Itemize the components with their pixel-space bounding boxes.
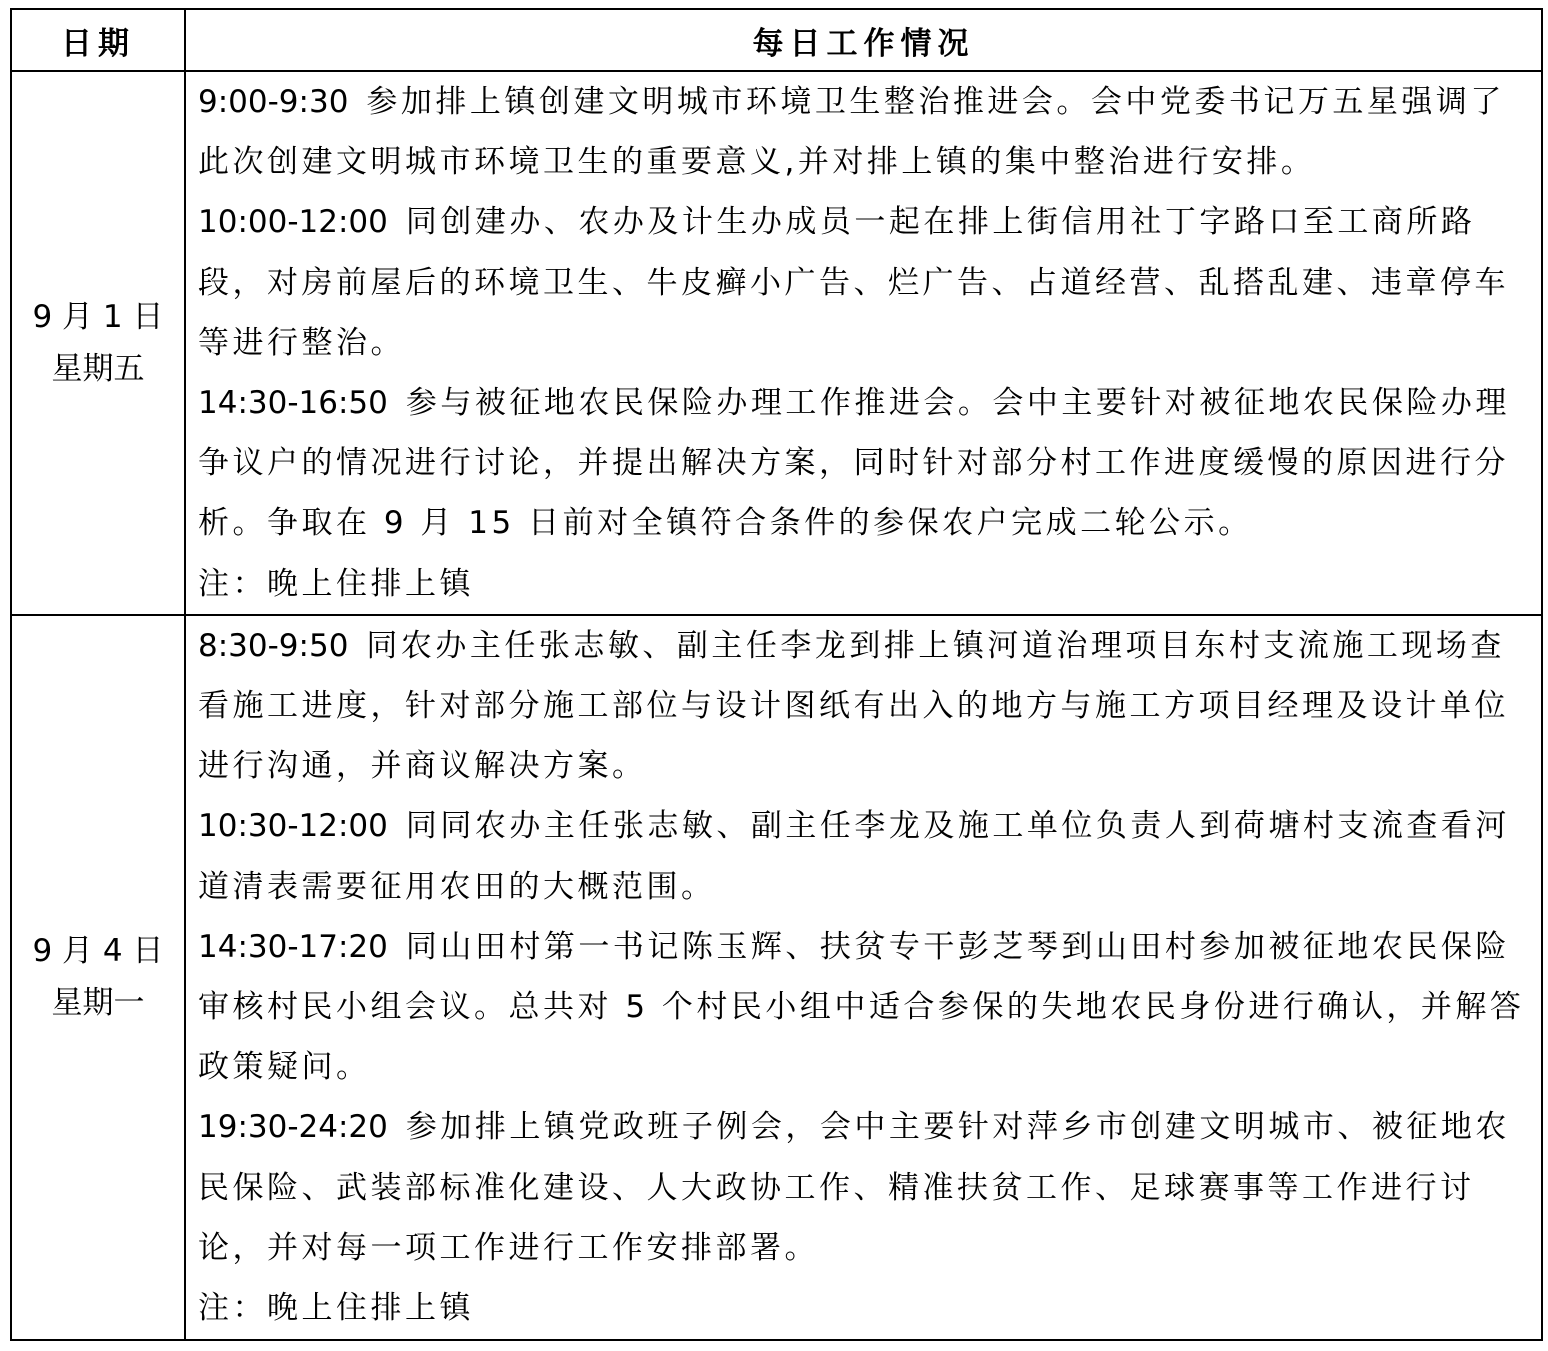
entry-time: 19:30-24:20	[198, 1109, 388, 1146]
entry-text: 参加排上镇党政班子例会，会中主要针对萍乡市创建文明城市、被征地农民保险、武装部标准化建设、人大政协工作、精准扶贫工作、足球赛事等工作进行讨论，并对每一项工作进行工作安排部署。	[198, 1109, 1510, 1266]
entry-text: 参与被征地农民保险办理工作推进会。会中主要针对被征地农民保险办理争议户的情况进行讨论，并提出解决方案，同时针对部分村工作进度缓慢的原因进行分析。争取在 9 月 15 日前对全镇符合条件的参保农户完成二轮公示。	[198, 385, 1510, 542]
weekday-text: 星期五	[51, 350, 145, 387]
entry-time: 8:30-9:50	[198, 627, 349, 664]
note-entry	[198, 1278, 1535, 1338]
entry-time: 14:30-16:50	[198, 385, 388, 422]
entry-time: 10:00-12:00	[198, 204, 388, 241]
entries-cell	[185, 71, 1542, 615]
date-text: 9 月 1 日	[32, 298, 164, 335]
log-entry	[198, 917, 1535, 1098]
entry-text: 注：晚上住排上镇	[198, 565, 474, 602]
table-row	[11, 615, 1542, 1340]
entries-cell	[185, 615, 1542, 1340]
entry-time: 14:30-17:20	[198, 928, 388, 965]
date-column-header: 日期	[11, 9, 185, 71]
log-entry	[198, 192, 1535, 373]
log-entry	[198, 373, 1535, 554]
entry-time: 10:30-12:00	[198, 808, 388, 845]
date-cell	[11, 615, 185, 1340]
entry-text: 同创建办、农办及计生办成员一起在排上街信用社丁字路口至工商所路段，对房前屋后的环境卫生、牛皮癣小广告、烂广告、占道经营、乱搭乱建、违章停车等进行整治。	[198, 204, 1509, 361]
log-entry	[198, 72, 1535, 192]
log-entry	[198, 1097, 1535, 1278]
entry-text: 注：晚上住排上镇	[198, 1290, 474, 1327]
date-text: 9 月 4 日	[32, 933, 164, 970]
entry-text: 同山田村第一书记陈玉辉、扶贫专干彭芝琴到山田村参加被征地农民保险审核村民小组会议。总共对 5 个村民小组中适合参保的失地农民身份进行确认，并解答政策疑问。	[198, 928, 1525, 1086]
date-cell	[11, 71, 185, 615]
table-row	[11, 71, 1542, 615]
weekday-text: 星期一	[51, 985, 145, 1022]
log-entry	[198, 616, 1535, 797]
header-row	[11, 9, 1542, 71]
log-entry	[198, 796, 1535, 916]
entry-text: 参加排上镇创建文明城市环境卫生整治推进会。会中党委书记万五星强调了此次创建文明城市环境卫生的重要意义,并对排上镇的集中整治进行安排。	[198, 84, 1505, 181]
note-entry	[198, 554, 1535, 614]
entry-text: 同农办主任张志敏、副主任李龙到排上镇河道治理项目东村支流施工现场查看施工进度，针对部分施工部位与设计图纸有出入的地方与施工方项目经理及设计单位进行沟通，并商议解决方案。	[198, 627, 1509, 785]
work-log-table	[10, 8, 1543, 1341]
entry-text: 同同农办主任张志敏、副主任李龙及施工单位负责人到荷塘村支流查看河道清表需要征用农田的大概范围。	[198, 808, 1510, 905]
work-column-header: 每日工作情况	[185, 9, 1542, 71]
entry-time: 9:00-9:30	[198, 84, 349, 120]
